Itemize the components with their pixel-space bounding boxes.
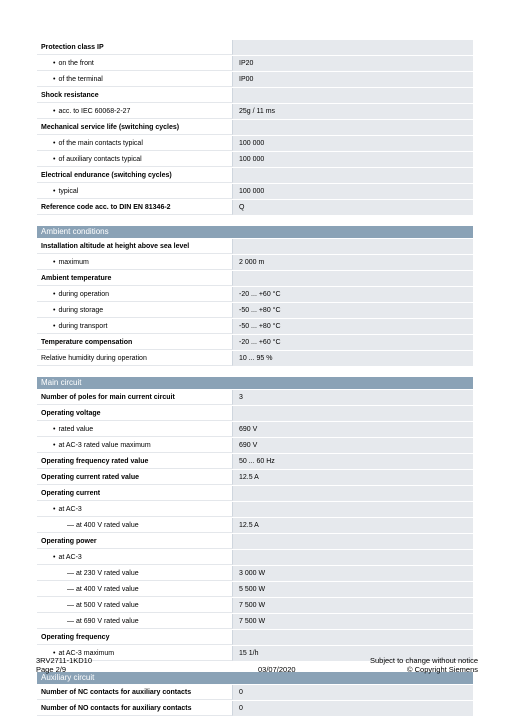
spec-row — [37, 184, 473, 200]
spec-row — [37, 104, 473, 120]
spec-row — [37, 136, 473, 152]
spec-label-text: — at 400 V rated value — [67, 585, 139, 593]
spec-value: 0 — [233, 701, 473, 716]
copyright: © Copyright Siemens — [407, 665, 478, 674]
spec-value — [233, 40, 473, 55]
spec-label-text: — at 500 V rated value — [67, 601, 139, 609]
spec-value: 100 000 — [233, 184, 473, 199]
section-header: Ambient conditions — [37, 226, 473, 238]
spec-value: 5 500 W — [233, 582, 473, 597]
bullet-icon: • — [53, 322, 56, 330]
spec-label — [37, 470, 233, 485]
bullet-icon: • — [53, 75, 56, 83]
spec-row — [37, 351, 473, 367]
spec-value: 15 1/h — [233, 646, 473, 661]
spec-value: -50 ... +80 °C — [233, 319, 473, 334]
spec-value: 7 500 W — [233, 598, 473, 613]
spec-label-text: Ambient temperature — [41, 274, 112, 282]
spec-row — [37, 470, 473, 486]
spec-row — [37, 701, 473, 717]
spec-row — [37, 454, 473, 470]
spec-row — [37, 406, 473, 422]
spec-row — [37, 152, 473, 168]
spec-row — [37, 200, 473, 216]
spec-label-text: Installation altitude at height above sea level — [41, 242, 190, 250]
spec-value: IP20 — [233, 56, 473, 71]
spec-row — [37, 303, 473, 319]
spec-value: 12.5 A — [233, 518, 473, 533]
spec-row — [37, 56, 473, 72]
spec-row — [37, 287, 473, 303]
spec-row — [37, 390, 473, 406]
spec-label-text: Operating current rated value — [41, 473, 140, 481]
spec-label — [37, 168, 233, 183]
spec-value: -20 ... +60 °C — [233, 287, 473, 302]
spec-label-text: at AC-3 — [58, 505, 82, 513]
spec-value: IP00 — [233, 72, 473, 87]
spec-label — [37, 255, 233, 270]
spec-label-text: at AC-3 maximum — [58, 649, 115, 657]
spec-value: 12.5 A — [233, 470, 473, 485]
spec-label — [37, 271, 233, 286]
spec-row — [37, 88, 473, 104]
spec-label — [37, 40, 233, 55]
spec-label-text: on the front — [58, 59, 94, 67]
spec-value: 3 000 W — [233, 566, 473, 581]
spec-row — [37, 239, 473, 255]
spec-label-text: Number of NC contacts for auxiliary contacts — [41, 688, 192, 696]
spec-label-text: of the main contacts typical — [58, 139, 143, 147]
spec-label — [37, 582, 233, 597]
spec-label — [37, 88, 233, 103]
spec-label-text: Number of poles for main current circuit — [41, 393, 175, 401]
spec-row — [37, 614, 473, 630]
spec-row — [37, 72, 473, 88]
spec-label-text: of auxiliary contacts typical — [58, 155, 142, 163]
spec-value: 690 V — [233, 438, 473, 453]
spec-table — [37, 40, 473, 717]
page-number: Page 2/9 — [36, 665, 67, 674]
spec-label — [37, 518, 233, 533]
spec-value: 100 000 — [233, 136, 473, 151]
bullet-icon: • — [53, 187, 56, 195]
spec-label — [37, 104, 233, 119]
spec-label — [37, 319, 233, 334]
spec-label — [37, 56, 233, 71]
bullet-icon: • — [53, 441, 56, 449]
bullet-icon: • — [53, 425, 56, 433]
spec-label-text: Number of NO contacts for auxiliary contacts — [41, 704, 192, 712]
spec-row — [37, 550, 473, 566]
spec-label — [37, 351, 233, 366]
spec-label — [37, 486, 233, 501]
spec-label-text: Shock resistance — [41, 91, 99, 99]
spec-label-text: during operation — [58, 290, 110, 298]
spec-value — [233, 406, 473, 421]
spec-label — [37, 72, 233, 87]
spec-label-text: Operating power — [41, 537, 97, 545]
spec-label-text: Operating current — [41, 489, 101, 497]
spec-label — [37, 303, 233, 318]
spec-value: 690 V — [233, 422, 473, 437]
spec-value — [233, 120, 473, 135]
spec-value: 7 500 W — [233, 614, 473, 629]
spec-label — [37, 184, 233, 199]
spec-label-text: Protection class IP — [41, 43, 104, 51]
spec-label-text: Electrical endurance (switching cycles) — [41, 171, 172, 179]
spec-value — [233, 550, 473, 565]
spec-label-text: Operating voltage — [41, 409, 101, 417]
article-number: 3RV2711-1KD10 — [36, 656, 93, 665]
spec-value — [233, 88, 473, 103]
spec-label — [37, 454, 233, 469]
spec-label — [37, 287, 233, 302]
spec-label — [37, 438, 233, 453]
bullet-icon: • — [53, 306, 56, 314]
spec-label — [37, 550, 233, 565]
spec-row — [37, 582, 473, 598]
spec-label-text: Relative humidity during operation — [41, 354, 147, 362]
spec-label-text: — at 690 V rated value — [67, 617, 139, 625]
spec-value: 0 — [233, 685, 473, 700]
section-header: Auxiliary circuit — [37, 672, 473, 684]
spec-label — [37, 390, 233, 405]
spec-row — [37, 534, 473, 550]
spec-label-text: acc. to IEC 60068-2-27 — [58, 107, 131, 115]
spec-row — [37, 502, 473, 518]
spec-label — [37, 136, 233, 151]
spec-value — [233, 486, 473, 501]
spec-row — [37, 630, 473, 646]
spec-label-text: at AC-3 rated value maximum — [58, 441, 151, 449]
spec-value: 10 ... 95 % — [233, 351, 473, 366]
spec-label-text: rated value — [58, 425, 94, 433]
spec-row — [37, 566, 473, 582]
spec-row — [37, 422, 473, 438]
spec-label-text: Mechanical service life (switching cycles) — [41, 123, 180, 131]
spec-label — [37, 701, 233, 716]
spec-label-text: during storage — [58, 306, 104, 314]
spec-label-text: Operating frequency rated value — [41, 457, 149, 465]
spec-label-text: — at 400 V rated value — [67, 521, 139, 529]
spec-label — [37, 566, 233, 581]
bullet-icon: • — [53, 107, 56, 115]
spec-row — [37, 685, 473, 701]
spec-value — [233, 630, 473, 645]
spec-value: 3 — [233, 390, 473, 405]
spec-value: 2 000 m — [233, 255, 473, 270]
bullet-icon: • — [53, 553, 56, 561]
spec-label-text: Reference code acc. to DIN EN 81346-2 — [41, 203, 171, 211]
bullet-icon: • — [53, 649, 56, 657]
spec-row — [37, 486, 473, 502]
spec-label — [37, 406, 233, 421]
spec-label-text: typical — [58, 187, 79, 195]
spec-row — [37, 168, 473, 184]
spec-row — [37, 271, 473, 287]
spec-label — [37, 152, 233, 167]
spec-value — [233, 534, 473, 549]
spec-label — [37, 239, 233, 254]
spec-value: 50 ... 60 Hz — [233, 454, 473, 469]
spec-label-text: Operating frequency — [41, 633, 110, 641]
spec-label-text: — at 230 V rated value — [67, 569, 139, 577]
spec-row — [37, 335, 473, 351]
spec-value: -20 ... +60 °C — [233, 335, 473, 350]
spec-value: 100 000 — [233, 152, 473, 167]
spec-label — [37, 422, 233, 437]
spec-label — [37, 614, 233, 629]
spec-label-text: at AC-3 — [58, 553, 82, 561]
spec-label — [37, 630, 233, 645]
spec-label — [37, 534, 233, 549]
spec-label — [37, 335, 233, 350]
spec-value: -50 ... +80 °C — [233, 303, 473, 318]
spec-row — [37, 598, 473, 614]
spec-row — [37, 518, 473, 534]
spec-value — [233, 168, 473, 183]
spec-value: 25g / 11 ms — [233, 104, 473, 119]
spec-label — [37, 502, 233, 517]
spec-row — [37, 255, 473, 271]
spec-row — [37, 319, 473, 335]
bullet-icon: • — [53, 258, 56, 266]
bullet-icon: • — [53, 290, 56, 298]
spec-row — [37, 120, 473, 136]
bullet-icon: • — [53, 505, 56, 513]
section-header: Main circuit — [37, 377, 473, 389]
spec-label — [37, 120, 233, 135]
spec-label-text: maximum — [58, 258, 89, 266]
spec-label-text: during transport — [58, 322, 108, 330]
bullet-icon: • — [53, 59, 56, 67]
spec-row — [37, 40, 473, 56]
spec-value — [233, 239, 473, 254]
spec-label-text: Temperature compensation — [41, 338, 133, 346]
change-notice: Subject to change without notice — [370, 656, 478, 665]
spec-value — [233, 271, 473, 286]
spec-label — [37, 685, 233, 700]
bullet-icon: • — [53, 139, 56, 147]
document-date: 03/07/2020 — [258, 665, 296, 674]
bullet-icon: • — [53, 155, 56, 163]
spec-label-text: of the terminal — [58, 75, 103, 83]
spec-row — [37, 438, 473, 454]
spec-label — [37, 200, 233, 215]
spec-value — [233, 502, 473, 517]
spec-value: Q — [233, 200, 473, 215]
spec-label — [37, 598, 233, 613]
